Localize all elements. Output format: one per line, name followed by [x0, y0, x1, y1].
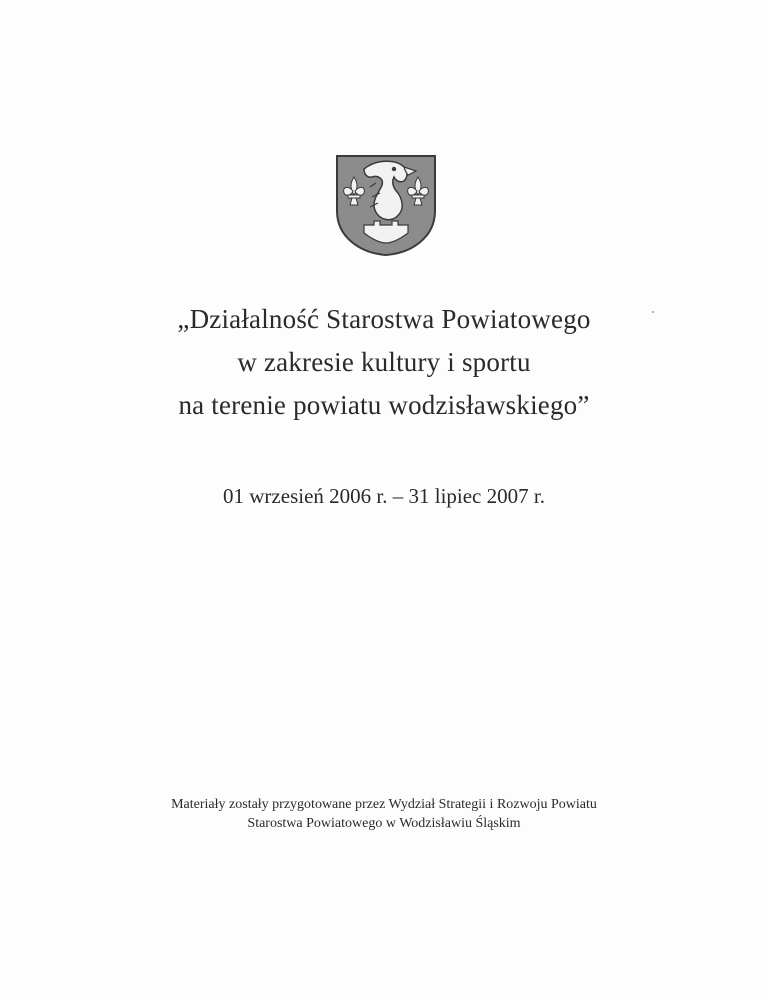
- coat-of-arms-icon: [334, 153, 438, 257]
- prepared-by-line-1: Materiały zostały przygotowane przez Wydział Strategii i Rozwoju Powiatu: [171, 797, 597, 812]
- scan-speck: [652, 311, 654, 313]
- title-line-2: w zakresie kultury i sportu: [237, 347, 531, 377]
- report-period: 01 wrzesień 2006 r. – 31 lipiec 2007 r.: [223, 484, 545, 508]
- title-line-3: na terenie powiatu wodzisławskiego”: [178, 390, 590, 420]
- title-line-1: „Działalność Starostwa Powiatowego: [177, 304, 591, 334]
- prepared-by-note: [0, 795, 768, 833]
- prepared-by-line-2: Starostwa Powiatowego w Wodzisławiu Śląskim: [247, 816, 521, 831]
- document-title: [0, 298, 768, 427]
